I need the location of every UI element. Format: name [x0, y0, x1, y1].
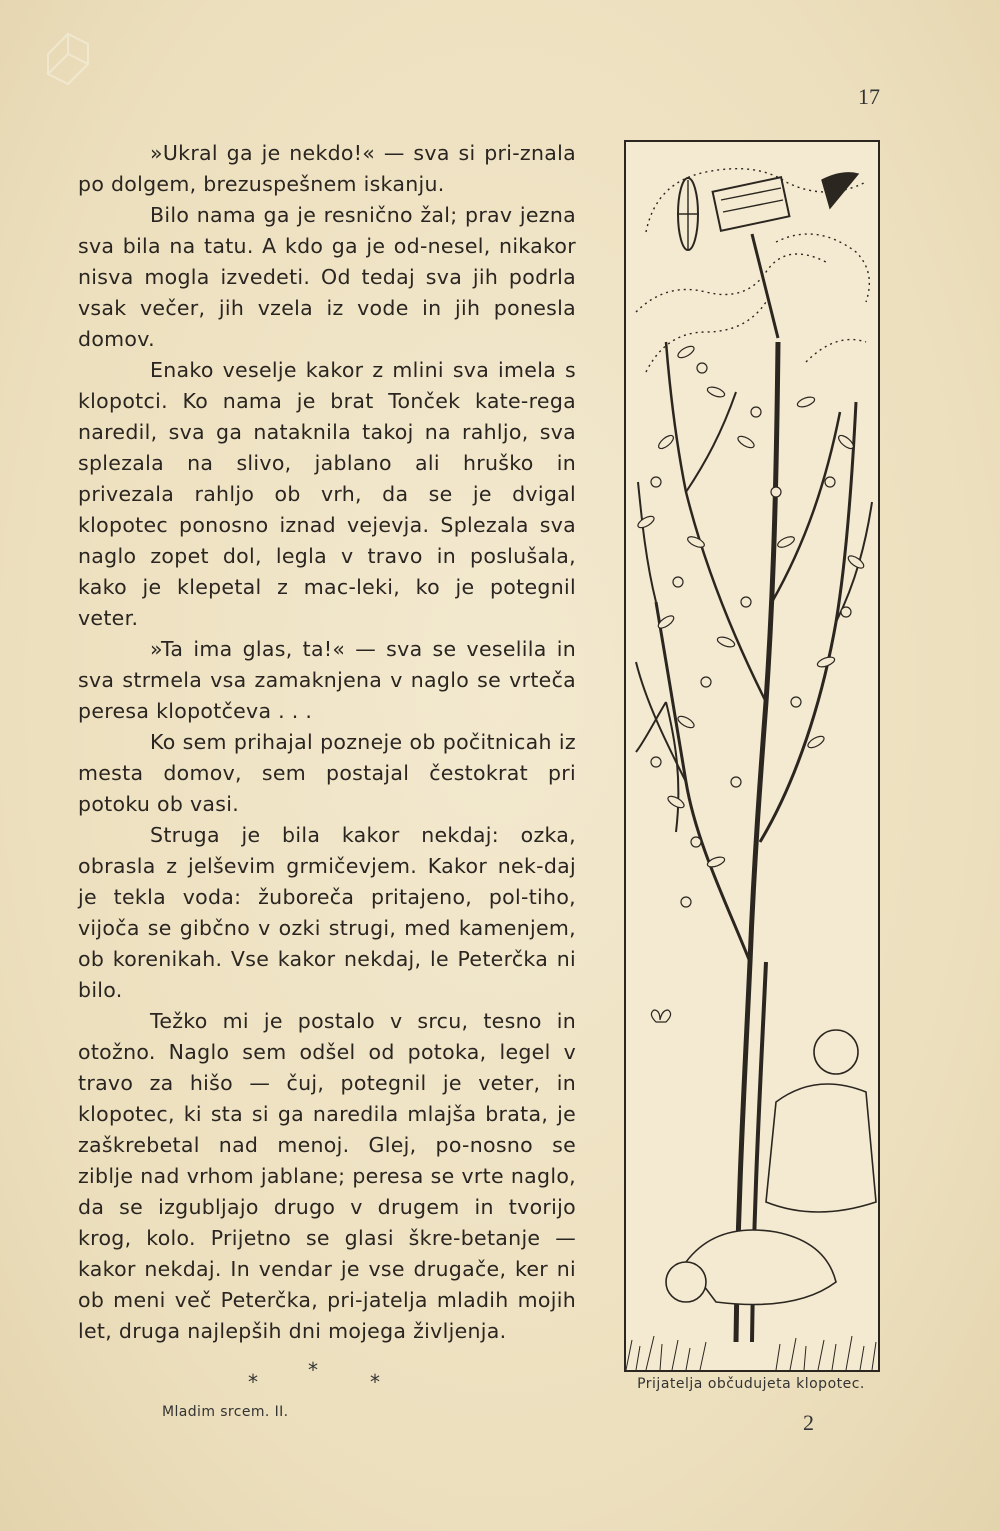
illustration-caption: Prijatelja občudujeta klopotec. — [637, 1376, 865, 1392]
book-title-footer: Mladim srcem. II. — [162, 1404, 289, 1420]
paragraph: Enako veselje kakor z mlini sva imela s klopotci. Ko nama je brat Tonček kate-rega naredil, sva ga nataknila takoj na rahljo, sva splezala na slivo, jablano ali hruško in privezala rahljo ob vrh, da se je dvigal klopotec ponosno iznad vejevja. Splezala sva naglo zopet dol, legla v travo in poslušala, kako je klepetal z mac-leki, ko je potegnil veter. — [78, 358, 576, 630]
paragraph: Ko sem prihajal pozneje ob počitnicah iz mesta domov, sem postajal čestokrat pri potoku ob vasi. — [78, 730, 576, 816]
section-break — [240, 1358, 400, 1402]
tree-drawing — [626, 142, 878, 1370]
asterisk: * — [370, 1370, 380, 1394]
paragraph: Bilo nama ga je resnično žal; prav jezna sva bila na tatu. A kdo ga je od-nesel, nikakor nisva mogla izvedeti. Od tedaj sva jih podrla vsak večer, jih vzela iz vode in jih ponesla domov. — [78, 203, 576, 351]
signature-mark: 2 — [803, 1410, 814, 1435]
watermark-logo — [28, 14, 148, 114]
tree-illustration — [624, 140, 880, 1372]
asterisk: * — [308, 1358, 318, 1382]
asterisk: * — [248, 1370, 258, 1394]
paragraph: Struga je bila kakor nekdaj: ozka, obrasla z jelševim grmičevjem. Kakor nek-daj je tekla voda: žuboreča pritajeno, pol-tiho, vijoča se gibčno v ozki strugi, med kamenjem, ob korenikah. Vse kakor nekdaj, le Peterčka ni bilo. — [78, 823, 576, 1002]
paragraph: Težko mi je postalo v srcu, tesno in otožno. Naglo sem odšel od potoka, legel v travo za hišo — čuj, potegnil je veter, in klopotec, ki sta si ga naredila mlajša brata, je zaškrebetal nad menoj. Glej, po-nosno se ziblje nad vrhom jablane; peresa se vrte naglo, da se izgubljajo drugo v drugem in tvorijo krog, kolo. Prijetno se glasi škre-betanje — kakor nekdaj. In vendar je vse drugače, ker ni ob meni več Peterčka, pri-jatelja mladih mojih let, druga najlepših dni mojega življenja. — [78, 1009, 576, 1343]
body-text — [78, 138, 576, 1347]
paragraph: »Ukral ga je nekdo!« — sva si pri-znala po dolgem, brezuspešnem iskanju. — [78, 141, 576, 196]
page-number: 17 — [858, 84, 880, 109]
paragraph: »Ta ima glas, ta!« — sva se veselila in sva strmela vsa zamaknjena v naglo se vrteča peresa klopotčeva . . . — [78, 637, 576, 723]
